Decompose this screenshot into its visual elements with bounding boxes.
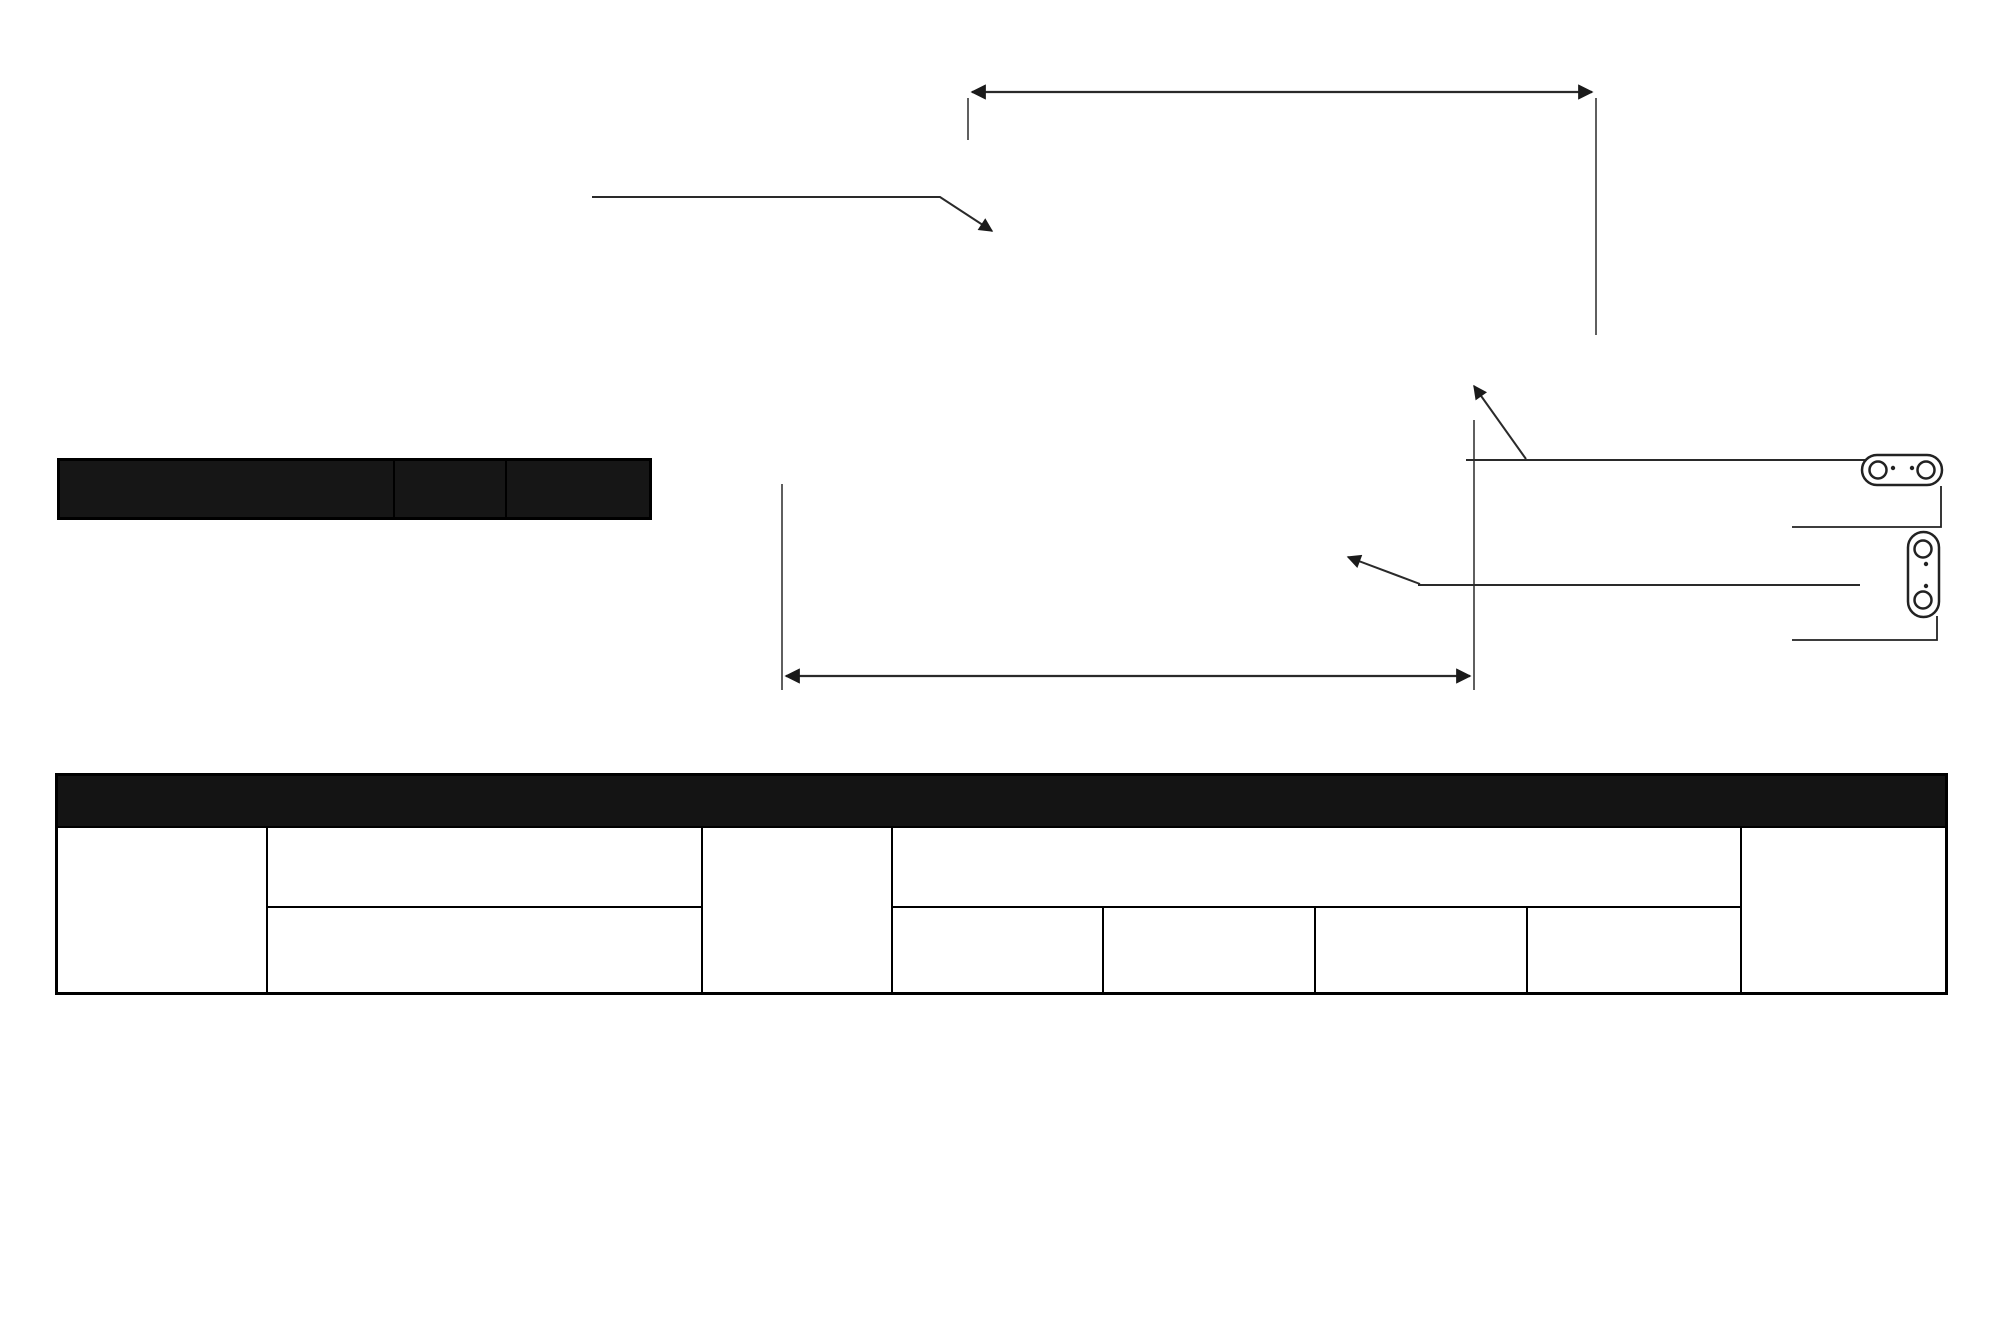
- header-concentrated-load: [892, 827, 1741, 907]
- diagram-concentrated: [1315, 907, 1527, 993]
- horizontal-truss-section-icon: [1792, 455, 1942, 527]
- load-table-diagram-row: [57, 907, 1947, 993]
- crossbar-note-leader: [592, 197, 992, 231]
- parts-header-code: [59, 460, 394, 519]
- parts-table-header-row: [59, 460, 651, 519]
- horizontal-label-leader: [1466, 386, 1886, 460]
- diagram-distributed: [267, 907, 702, 993]
- diagram-concentrated: [1103, 907, 1315, 993]
- parts-table: [57, 458, 652, 520]
- load-table: [55, 773, 1948, 995]
- bottom-dimension-line: [782, 420, 1474, 690]
- vertical-label-leader: [1348, 557, 1860, 585]
- parts-header-mass: [506, 460, 651, 519]
- top-dimension-line: [968, 92, 1596, 335]
- header-deflection: [702, 827, 892, 993]
- load-table-group-header-row: [57, 827, 1947, 907]
- load-table-title-row: [57, 775, 1947, 828]
- diagram-concentrated: [892, 907, 1103, 993]
- load-table-title: [57, 775, 1947, 828]
- header-mass: [1741, 827, 1947, 993]
- diagram-concentrated: [1527, 907, 1741, 993]
- header-distributed-load: [267, 827, 702, 907]
- parts-header-parts-count: [394, 460, 506, 519]
- header-length: [57, 827, 267, 993]
